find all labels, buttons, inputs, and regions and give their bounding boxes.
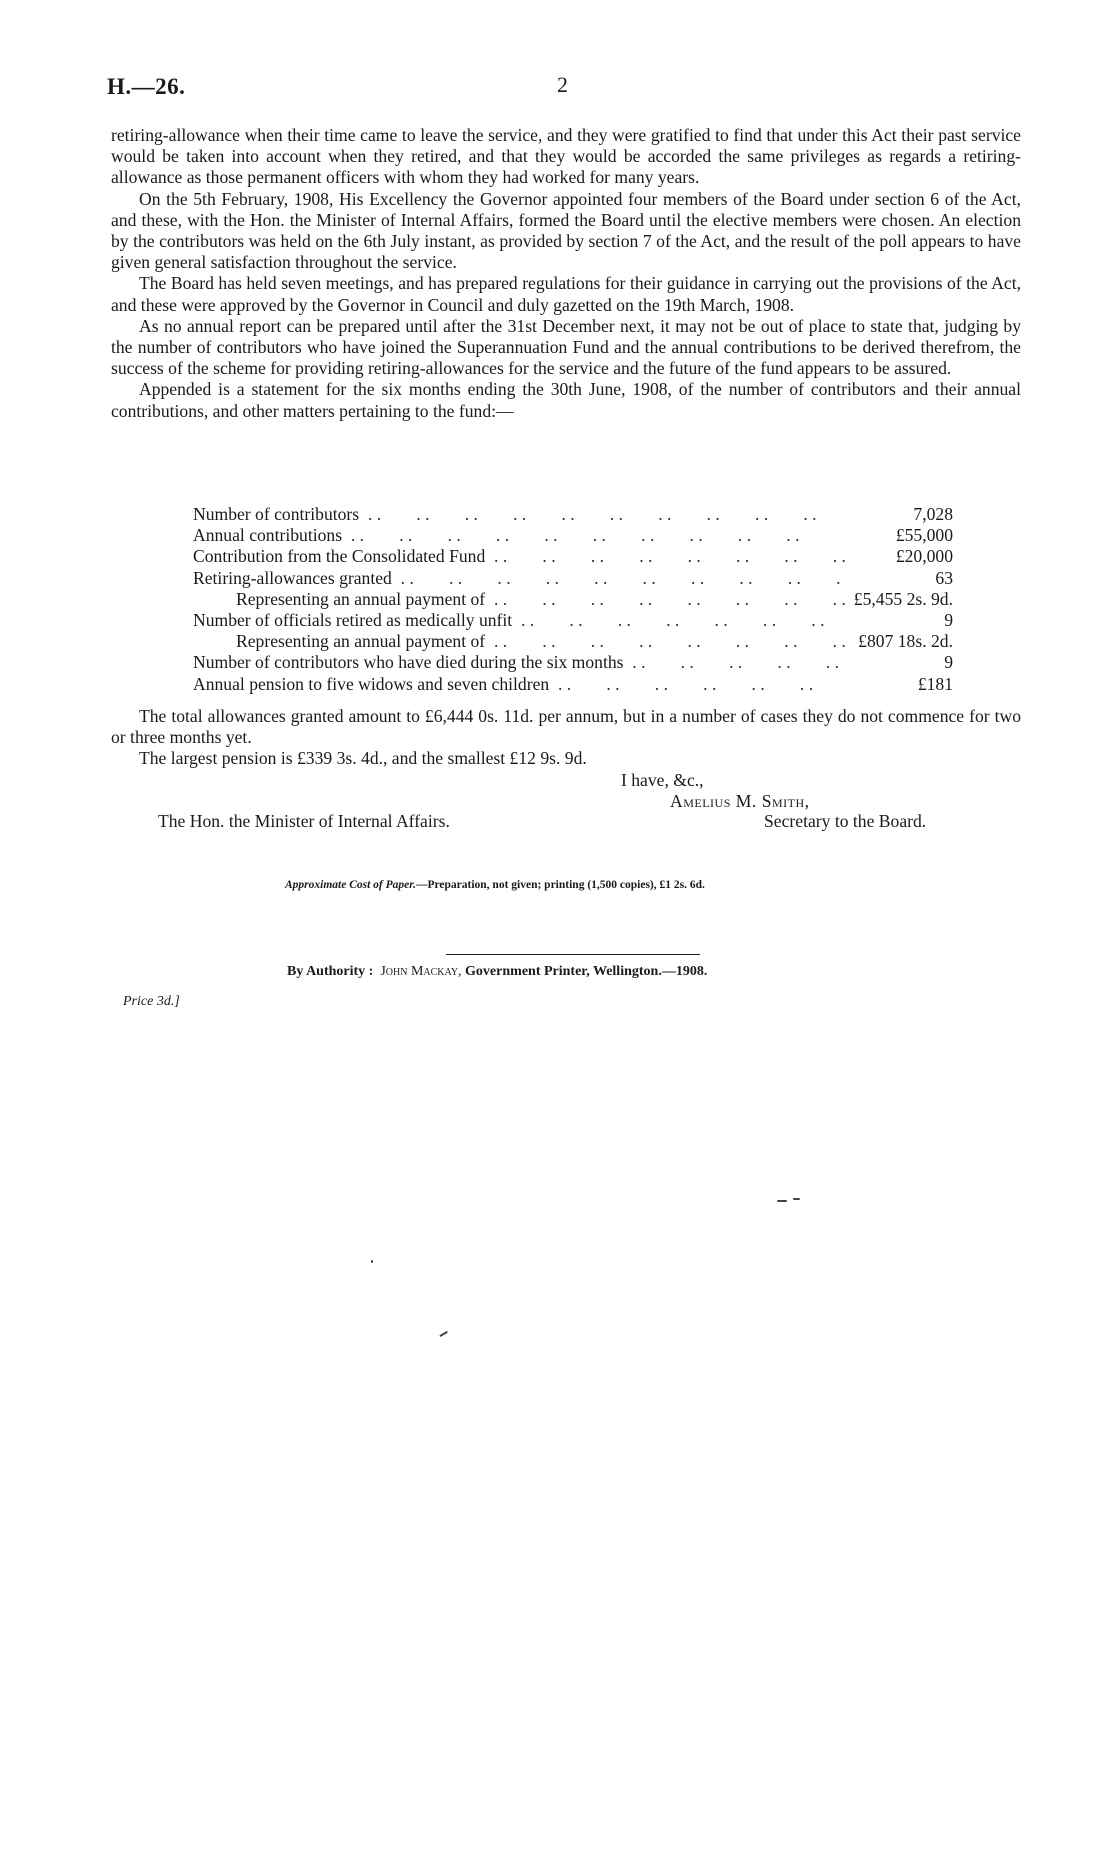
statement-row — [193, 652, 953, 673]
cost-detail: —Preparation, not given; printing (1,500 copies), £1 2s. 6d. — [415, 879, 705, 891]
statement-value: £55,000 — [845, 525, 953, 546]
statement-value: 9 — [845, 610, 953, 631]
statement-row — [193, 610, 953, 631]
statement-row — [193, 568, 953, 589]
statement-label: Number of officials retired as medically unfit . . — [193, 610, 845, 631]
statement-row — [193, 631, 953, 652]
paragraph: retiring-allowance when their time came to leave the service, and they were gratified to find that under this Act their past service would be taken into account when they retired, and that they would be accorded the same privileges as regards a retiring-allowance as those permanent officers with whom they had worked for many years. — [111, 125, 1021, 188]
authority-prefix: By Authority : — [287, 964, 374, 979]
cost-note — [285, 879, 905, 891]
statement-row — [193, 674, 953, 695]
statement-value: 9 — [845, 652, 953, 673]
statement-value: £181 — [845, 674, 953, 695]
cost-label: Approximate Cost of Paper. — [285, 879, 416, 891]
divider-rule — [446, 954, 700, 955]
authority-suffix: Government Printer, Wellington.—1908. — [465, 964, 708, 979]
paragraph: On the 5th February, 1908, His Excellency the Governor appointed four members of the Board under section 6 of the Act, and these, with the Hon. the Minister of Internal Affairs, formed the Board until the elective members were chosen. An election by the contributors was held on the 6th July instant, as provided by section 7 of the Act, and the result of the poll appears to have given general satisfaction throughout the service. — [111, 188, 1021, 273]
statement-row — [193, 504, 953, 525]
statement-label: Number of contributors . . — [193, 504, 845, 525]
printer-imprint — [287, 964, 927, 980]
closing-text — [111, 706, 1021, 770]
statement-label: Representing an annual payment of . . — [193, 589, 845, 610]
addressee: The Hon. the Minister of Internal Affairs. — [158, 811, 450, 831]
statement-value: £807 18s. 2d. — [845, 631, 953, 652]
statement-row — [193, 525, 953, 546]
statement-value: £20,000 — [845, 546, 953, 567]
statement-row — [193, 546, 953, 567]
paragraph: The Board has held seven meetings, and has prepared regulations for their guidance in carrying out the provisions of the Act, and these were approved by the Governor in Council and duly gazetted on the 19th March, 1908. — [111, 273, 1021, 315]
body-text — [111, 125, 1021, 422]
statement-value: 63 — [845, 568, 953, 589]
scan-speck — [371, 1260, 373, 1263]
printer-name: John Mackay, — [380, 964, 462, 979]
statement-value: £5,455 2s. 9d. — [845, 589, 953, 610]
document-reference: H.—26. — [107, 74, 186, 99]
statement-value: 7,028 — [845, 504, 953, 525]
signer-name — [670, 791, 810, 812]
page-number: 2 — [557, 72, 568, 97]
paragraph: Appended is a statement for the six months ending the 30th June, 1908, of the number of contributors and their annual contributions, and other matters pertaining to the fund:— — [111, 379, 1021, 421]
paragraph: As no annual report can be prepared until after the 31st December next, it may not be out of place to state that, judging by the number of contributors who have joined the Superannuation Fund and the annual contributions to be derived therefrom, the success of the scheme for providing retiring-allowances for the service and the future of the fund appears to be assured. — [111, 315, 1021, 379]
scan-speck — [439, 1331, 448, 1337]
statement-label: Number of contributors who have died during the six months . . — [193, 652, 845, 673]
statement-label: Contribution from the Consolidated Fund . . — [193, 546, 845, 567]
scan-speck — [793, 1198, 800, 1200]
price-label: Price 3d.] — [123, 994, 180, 1009]
statement-label: Annual pension to five widows and seven children . . — [193, 674, 845, 695]
statement-label: Retiring-allowances granted . . — [193, 568, 845, 589]
scan-speck — [777, 1200, 787, 1202]
paragraph: The largest pension is £339 3s. 4d., and the smallest £12 9s. 9d. — [139, 748, 587, 769]
salutation: I have, &c., — [621, 770, 704, 790]
statement-label: Annual contributions . . — [193, 525, 845, 546]
statement-label: Representing an annual payment of . . — [193, 631, 845, 652]
statement-table — [193, 504, 953, 695]
signer-name-text: Amelius M. Smith, — [670, 791, 810, 811]
signer-title: Secretary to the Board. — [764, 811, 927, 831]
paragraph: The total allowances granted amount to £6,444 0s. 11d. per annum, but in a number of cases they do not commence for two or three months yet. — [111, 706, 1021, 748]
statement-row — [193, 589, 953, 610]
